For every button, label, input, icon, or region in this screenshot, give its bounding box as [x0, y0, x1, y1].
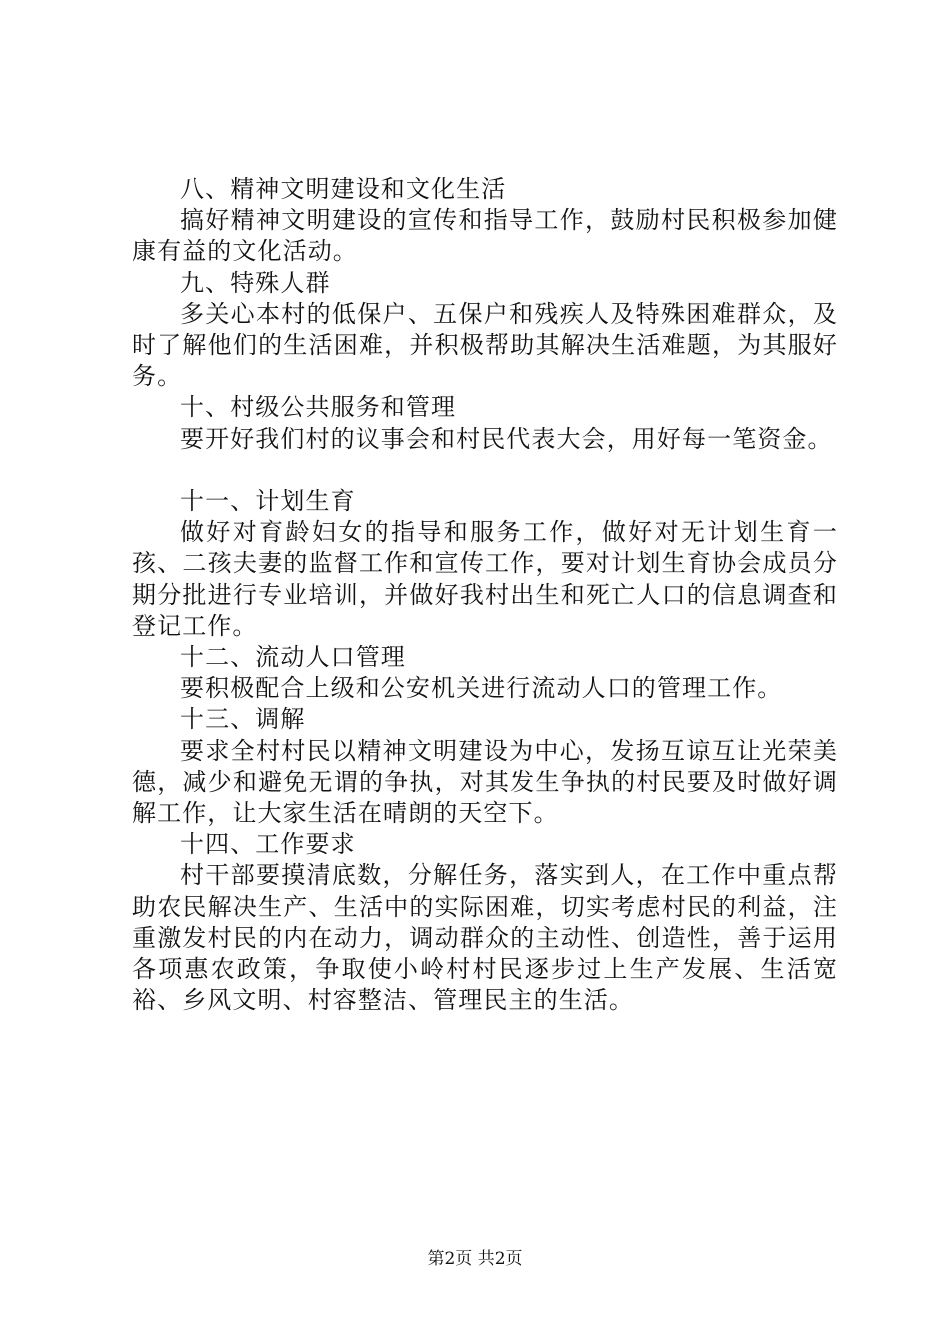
page-footer: 第2页 共2页	[427, 1249, 523, 1269]
paragraph-gap	[132, 455, 838, 486]
section-text-13: 要求全村村民以精神文明建设为中心，发扬互谅互让光荣美德，减少和避免无谓的争执，对其发生争执的村民要及时做好调解工作，让大家生活在晴朗的天空下。	[132, 736, 838, 828]
section-heading-8: 八、精神文明建设和文化生活	[180, 175, 507, 203]
section-heading-12: 十二、流动人口管理	[180, 643, 406, 672]
section-heading-10: 十、村级公共服务和管理	[180, 393, 457, 422]
section-text-9: 多关心本村的低保户、五保户和残疾人及特殊困难群众，及时了解他们的生活困难，并积极帮助其解决生活难题，为其服好务。	[132, 299, 838, 391]
section-heading-13: 十三、调解	[180, 705, 306, 734]
section-heading-14: 十四、工作要求	[180, 830, 356, 859]
section-text-8: 搞好精神文明建设的宣传和指导工作，鼓励村民积极参加健康有益的文化活动。	[132, 206, 838, 266]
section-text-11: 做好对育龄妇女的指导和服务工作，做好对无计划生育一孩、二孩夫妻的监督工作和宣传工作，要对计划生育协会成员分期分批进行专业培训，并做好我村出生和死亡人口的信息调查和登记工作。	[132, 518, 838, 640]
document-body	[132, 174, 838, 1016]
section-heading-11: 十一、计划生育	[180, 487, 356, 516]
section-text-10: 要开好我们村的议事会和村民代表大会，用好每一笔资金。	[180, 424, 833, 453]
section-text-14: 村干部要摸清底数，分解任务，落实到人，在工作中重点帮助农民解决生产、生活中的实际困难，切实考虑村民的利益，注重激发村民的内在动力，调动群众的主动性、创造性，善于运用各项惠农政策，争取使小岭村村民逐步过上生产发展、生活宽裕、乡风文明、村容整洁、管理民主的生活。	[132, 861, 838, 1015]
section-text-12: 要积极配合上级和公安机关进行流动人口的管理工作。	[180, 674, 783, 703]
section-heading-9: 九、特殊人群	[180, 268, 331, 297]
